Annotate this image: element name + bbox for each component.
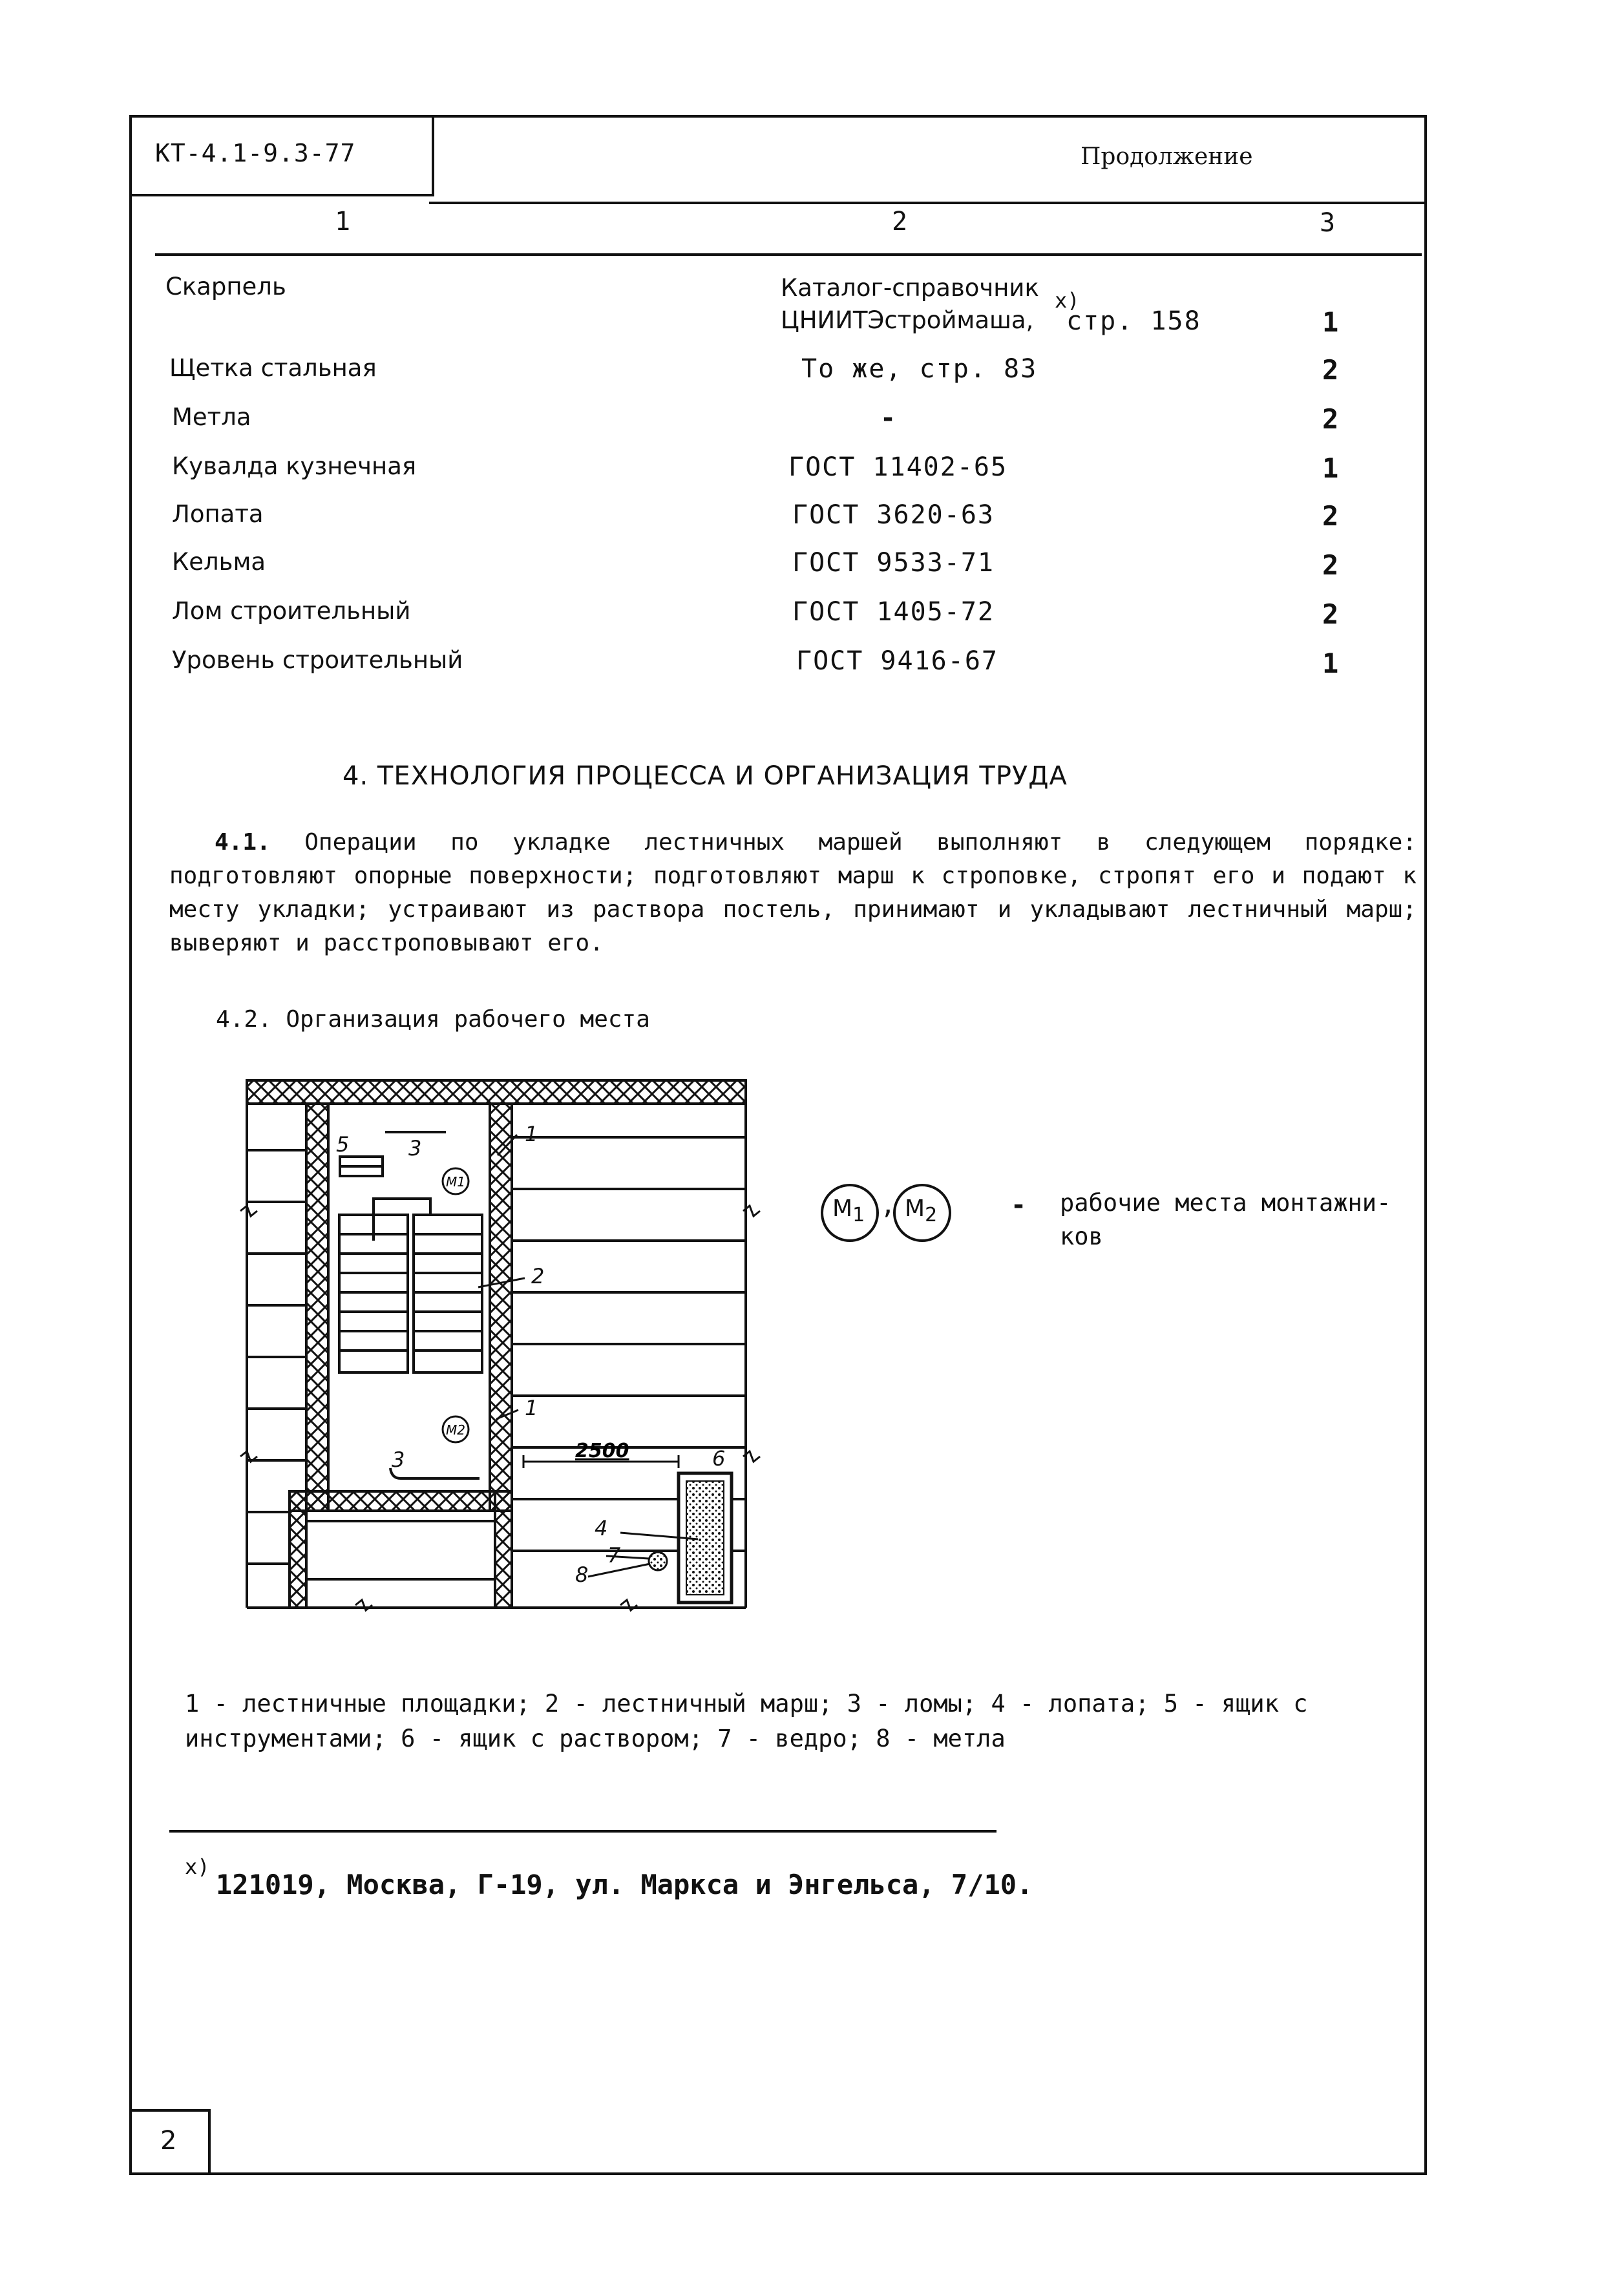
key-m1-text	[832, 1195, 865, 1226]
label-3-bottom: 3	[392, 1447, 405, 1472]
paragraph-4-2: 4.2. Организация рабочего места	[216, 1006, 650, 1033]
table-row-ref: ГОСТ 11402-65	[788, 452, 1008, 482]
paragraph-4-1-number: 4.1.	[215, 829, 271, 856]
label-1-top: 1	[525, 1122, 538, 1146]
label-1-bottom: 1	[525, 1396, 538, 1420]
key-text-line1: рабочие места монтажни-	[1060, 1189, 1391, 1217]
footnote-marker: х)	[185, 1855, 210, 1879]
table-row-qty: 2	[1322, 549, 1339, 581]
worker-m2-label: M2	[446, 1422, 465, 1438]
footnote-marker-ref: х)	[1055, 288, 1080, 313]
table-row-qty: 2	[1322, 500, 1339, 532]
table-row-qty: 2	[1322, 598, 1339, 630]
paragraph-4-1-text: Операции по укладке лестничных маршей выполняют в следующем порядке: подготовляют опорные поверхности; подготовляют марш к строповке, стропят его и подают к месту укладки; устраивают из раствора постель, принимают и укладывают лестничный марш; выверяют и расстроповывают его.	[169, 829, 1417, 956]
table-row-name: Щетка стальная	[169, 354, 377, 382]
header-rule	[429, 202, 1424, 204]
wall-bottom-right	[495, 1491, 512, 1608]
table-row-qty: 2	[1322, 403, 1339, 435]
table-row-qty: 2	[1322, 354, 1339, 386]
table-row-name: Кельма	[172, 548, 266, 576]
row-qty-scarpel: 1	[1322, 306, 1339, 338]
footnote-rule	[169, 1830, 997, 1833]
table-row-qty: 1	[1322, 647, 1339, 679]
workplace-diagram	[233, 1073, 763, 1628]
column-header-rule	[155, 253, 1422, 256]
key-m2-letter: M	[905, 1195, 925, 1222]
col-number-2: 2	[892, 207, 908, 237]
table-row-name: Лом строительный	[172, 597, 411, 625]
table-row-name: Кувалда кузнечная	[172, 452, 417, 480]
table-row-ref: ГОСТ 9533-71	[792, 548, 995, 578]
key-separator: ,	[880, 1190, 896, 1220]
row-name-scarpel: Скарпель	[165, 273, 286, 300]
tool-box	[340, 1157, 383, 1176]
label-5: 5	[336, 1132, 350, 1157]
table-row-qty: 1	[1322, 452, 1339, 484]
wall-top	[247, 1080, 746, 1104]
continuation-label: Продолжение	[1081, 143, 1253, 170]
table-row-ref: -	[880, 403, 898, 433]
row-ref-catalog-line2: ЦНИИТЭстроймаша,	[781, 306, 1034, 334]
table-row-ref: То же, стр. 83	[801, 354, 1038, 384]
legend-line-1: 1 - лестничные площадки; 2 - лестничный марш; 3 - ломы; 4 - лопата; 5 - ящик с	[185, 1690, 1308, 1718]
table-row-name: Лопата	[172, 500, 264, 528]
wall-right	[490, 1104, 512, 1511]
col-number-1: 1	[335, 207, 351, 237]
key-m2-sub: 2	[925, 1204, 938, 1227]
bucket	[649, 1552, 667, 1570]
row-ref-catalog-line1: Каталог-справочник	[781, 274, 1039, 302]
worker-key	[821, 1177, 1402, 1268]
key-text-line2: ков	[1060, 1223, 1103, 1250]
doc-code: КТ-4.1-9.3-77	[155, 139, 356, 167]
wall-left	[306, 1104, 328, 1511]
row-ref-catalog-page: стр. 158	[1066, 306, 1201, 336]
wall-bottom	[290, 1491, 512, 1511]
label-2: 2	[531, 1264, 545, 1288]
col-number-3: 3	[1320, 208, 1336, 238]
worker-m1-label: M1	[446, 1174, 465, 1190]
dimension-label: 2500	[575, 1440, 629, 1462]
key-m1-sub: 1	[852, 1204, 865, 1227]
bottom-landing-slab	[306, 1521, 495, 1579]
label-3-top: 3	[408, 1136, 422, 1161]
key-m1-letter: M	[832, 1195, 853, 1222]
table-row-ref: ГОСТ 3620-63	[792, 500, 995, 530]
label-7: 7	[607, 1543, 621, 1568]
key-m2-text	[905, 1195, 937, 1226]
label-6: 6	[712, 1446, 726, 1471]
table-row-ref: ГОСТ 1405-72	[792, 597, 995, 627]
page-number: 2	[160, 2126, 177, 2156]
legend-line-2: инструментами; 6 - ящик с раствором; 7 - ведро; 8 - метла	[185, 1725, 1006, 1752]
stair-connector	[374, 1199, 430, 1215]
paragraph-4-1	[169, 826, 1417, 960]
label-8: 8	[575, 1562, 589, 1587]
section-title: 4. ТЕХНОЛОГИЯ ПРОЦЕССА И ОРГАНИЗАЦИЯ ТРУДА	[343, 761, 1068, 791]
diagram-legend	[185, 1687, 1413, 1756]
table-row-name: Метла	[172, 403, 251, 431]
footnote-text: 121019, Москва, Г-19, ул. Маркса и Энгельса, 7/10.	[216, 1869, 1033, 1900]
key-dash: -	[1011, 1190, 1027, 1220]
table-row-ref: ГОСТ 9416-67	[796, 646, 998, 676]
table-row-name: Уровень строительный	[172, 646, 463, 674]
stair-flight-right	[414, 1215, 482, 1372]
label-4: 4	[595, 1516, 608, 1540]
